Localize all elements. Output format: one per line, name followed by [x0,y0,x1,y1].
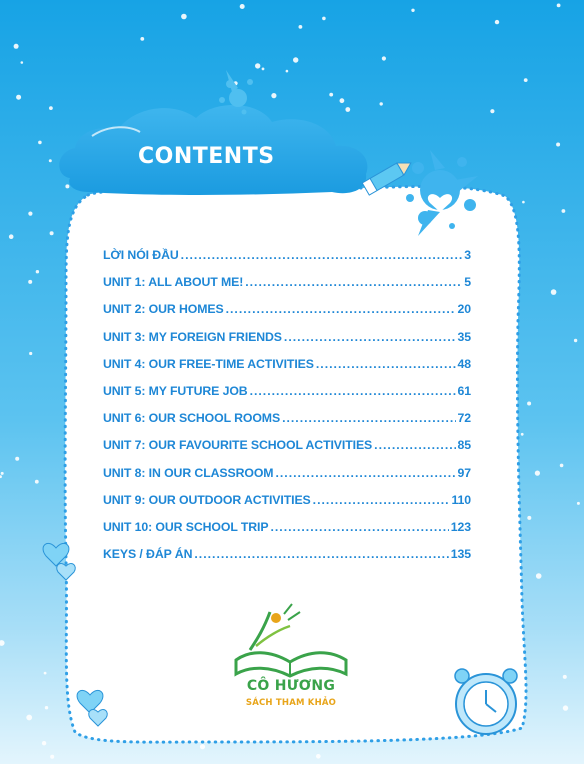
toc-entry-title: UNIT 5: MY FUTURE JOB [103,383,248,398]
alarm-clock-icon [455,669,517,734]
dot-leader [284,330,456,344]
dot-leader [270,520,448,534]
toc-entry-page-number: 123 [450,519,471,534]
dot-leader [275,466,455,480]
toc-entry[interactable] [103,302,471,329]
toc-entry-page-number: 35 [457,329,471,344]
toc-entry-title: UNIT 8: IN OUR CLASSROOM [103,465,274,480]
toc-entry-title: LỜI NÓI ĐẦU [103,248,179,262]
toc-entry[interactable] [103,248,471,275]
dot-leader [226,302,456,316]
toc-entry-title: UNIT 9: OUR OUTDOOR ACTIVITIES [103,492,311,507]
dot-leader [194,547,448,561]
toc-entry-title: UNIT 7: OUR FAVOURITE SCHOOL ACTIVITIES [103,438,373,453]
toc-entry-title: UNIT 2: OUR HOMES [103,302,224,317]
toc-entry[interactable] [103,493,471,520]
toc-entry-title: UNIT 1: ALL ABOUT ME! [103,275,244,290]
toc-entry-page-number: 72 [457,411,471,426]
toc-entry[interactable] [103,520,471,547]
toc-entry-title: UNIT 6: OUR SCHOOL ROOMS [103,411,281,426]
toc-entry[interactable] [103,466,471,493]
toc-entry-page-number: 97 [457,465,471,480]
toc-entry-page-number: 110 [451,492,471,507]
toc-entry-title: KEYS / ĐÁP ÁN [103,547,193,562]
toc-entry[interactable] [103,438,471,465]
toc-entry[interactable] [103,330,471,357]
dot-leader [181,248,463,262]
toc-entry-page-number: 20 [457,302,471,317]
logo-brand-name: CÔ HƯƠNG [246,678,336,694]
table-of-contents [103,248,471,574]
dot-leader [250,384,456,398]
toc-entry-page-number: 135 [450,547,471,562]
dot-leader [245,275,462,289]
toc-entry[interactable] [103,547,471,574]
dot-leader [282,411,455,425]
dot-leader [313,493,450,507]
toc-entry[interactable] [103,357,471,384]
dot-leader [316,357,456,371]
toc-entry[interactable] [103,275,471,302]
toc-entry[interactable] [103,384,471,411]
logo-tagline: SÁCH THAM KHẢO [245,698,337,708]
toc-entry-title: UNIT 10: OUR SCHOOL TRIP [103,519,269,534]
toc-entry-page-number: 48 [457,356,471,371]
toc-entry-page-number: 5 [464,275,471,290]
page-title: CONTENTS [138,144,275,169]
dot-leader [374,438,455,452]
toc-entry-title: UNIT 3: MY FOREIGN FRIENDS [103,329,282,344]
toc-entry-page-number: 3 [464,248,471,262]
toc-entry-title: UNIT 4: OUR FREE-TIME ACTIVITIES [103,356,314,371]
toc-entry-page-number: 61 [457,383,471,398]
toc-entry[interactable] [103,411,471,438]
toc-entry-page-number: 85 [457,438,471,453]
